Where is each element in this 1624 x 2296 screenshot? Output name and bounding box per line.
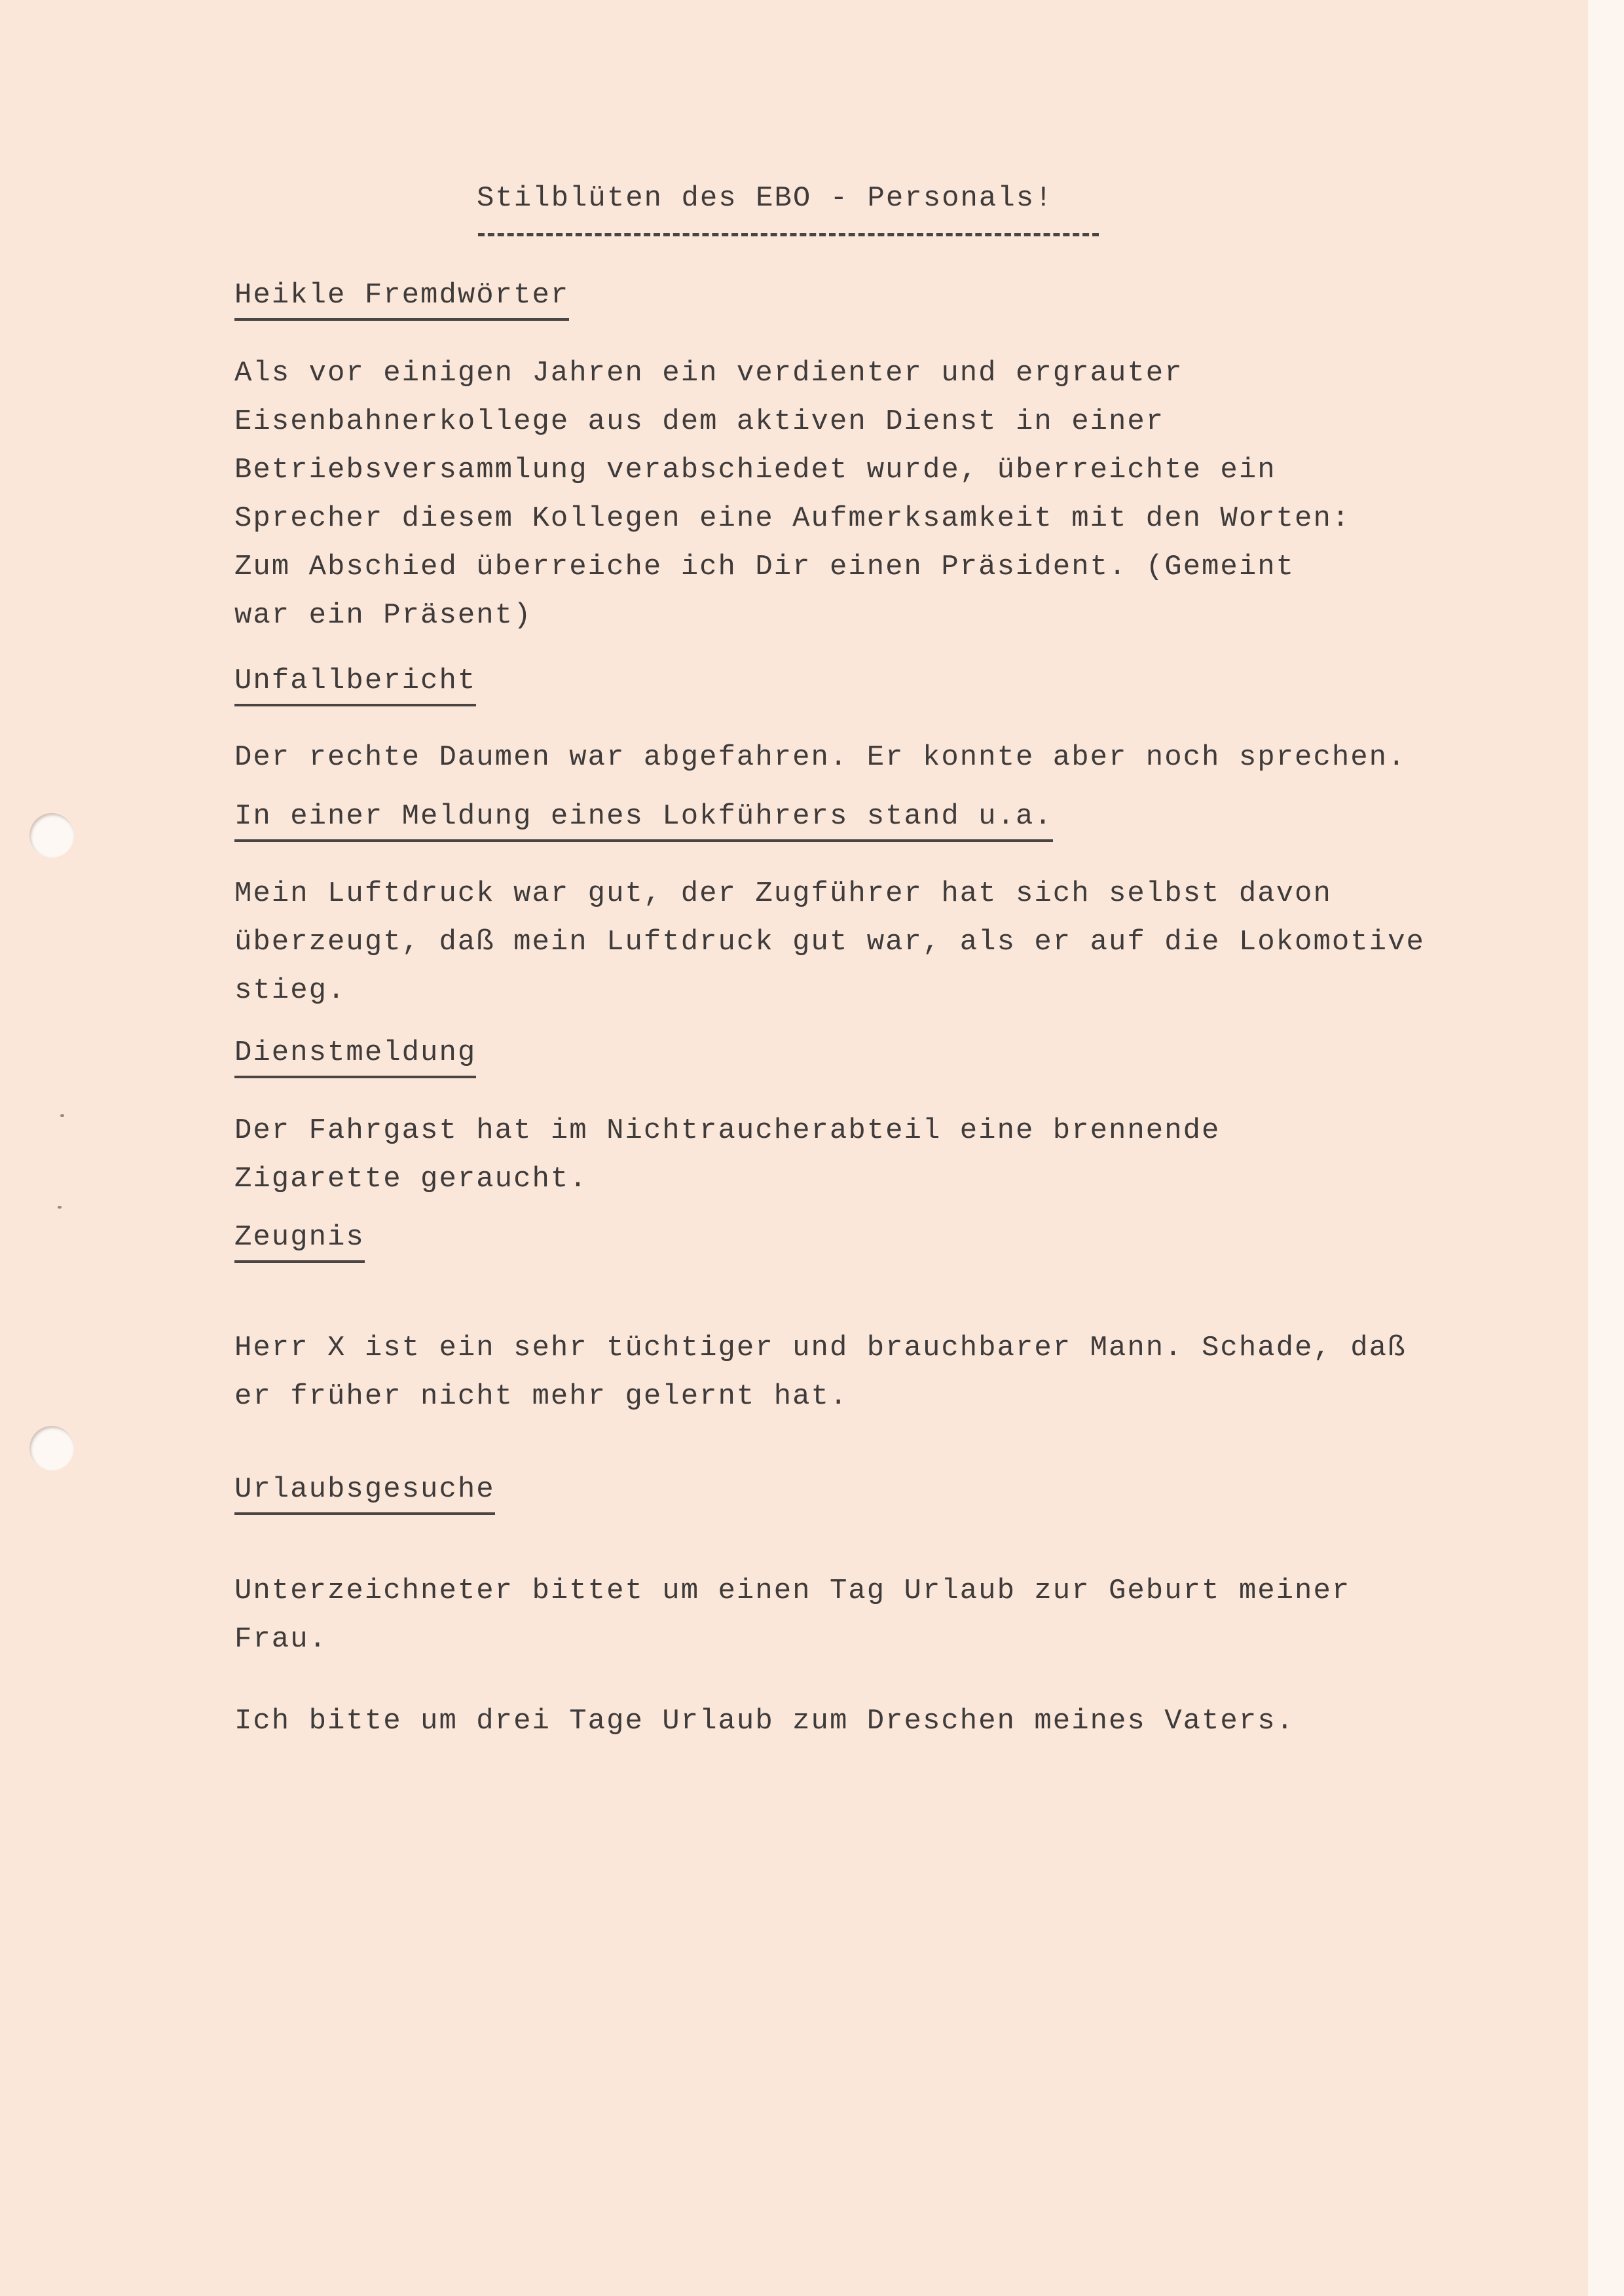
- heading-dienstmeldung: Dienstmeldung: [234, 1036, 476, 1078]
- paragraph-unfallbericht: Der rechte Daumen war abgefahren. Er konnte aber noch sprechen.: [234, 741, 1407, 774]
- paragraph-dienstmeldung: Der Fahrgast hat im Nichtraucherabteil eine brennende Zigarette geraucht.: [234, 1114, 1221, 1195]
- paper-speck: [60, 1114, 64, 1117]
- title-dashed-underline: [478, 233, 1099, 236]
- paragraph-meldung-lokfuehrer: Mein Luftdruck war gut, der Zugführer hat sich selbst davon überzeugt, daß mein Luftdruck gut war, als er auf die Lokomotive stieg.: [234, 877, 1425, 1007]
- paragraph-heikle-fremdwoerter: Als vor einigen Jahren ein verdienter und ergrauter Eisenbahnerkollege aus dem aktiven Dienst in einer Betriebsversammlung verabschiedet wurde, überreichte ein Sprecher diesem Kollegen eine Aufmerksamkeit mit den Worten: Zum Abschied überreiche ich Dir einen Präsident. (Gemeint war ein Präsent): [234, 357, 1351, 632]
- paragraph-zeugnis: Herr X ist ein sehr tüchtiger und brauchbarer Mann. Schade, daß er früher nicht mehr gelernt hat.: [234, 1332, 1407, 1413]
- heading-unfallbericht: Unfallbericht: [234, 665, 476, 706]
- heading-urlaubsgesuche: Urlaubsgesuche: [234, 1473, 495, 1515]
- paragraph-urlaubsgesuch-dreschen: Ich bitte um drei Tage Urlaub zum Dreschen meines Vaters.: [234, 1705, 1295, 1738]
- heading-heikle-fremdwoerter: Heikle Fremdwörter: [234, 279, 569, 321]
- heading-zeugnis: Zeugnis: [234, 1221, 365, 1263]
- heading-meldung-lokfuehrer: In einer Meldung eines Lokführers stand u.a.: [234, 800, 1053, 842]
- scan-background-edge: [1588, 0, 1624, 2296]
- punch-hole-lower: [29, 1426, 74, 1470]
- paragraph-urlaubsgesuch-geburt: Unterzeichneter bittet um einen Tag Urlaub zur Geburt meiner Frau.: [234, 1575, 1351, 1656]
- paper-speck: [58, 1206, 62, 1209]
- punch-hole-upper: [29, 813, 74, 858]
- document-title: Stilblüten des EBO - Personals!: [477, 182, 1054, 215]
